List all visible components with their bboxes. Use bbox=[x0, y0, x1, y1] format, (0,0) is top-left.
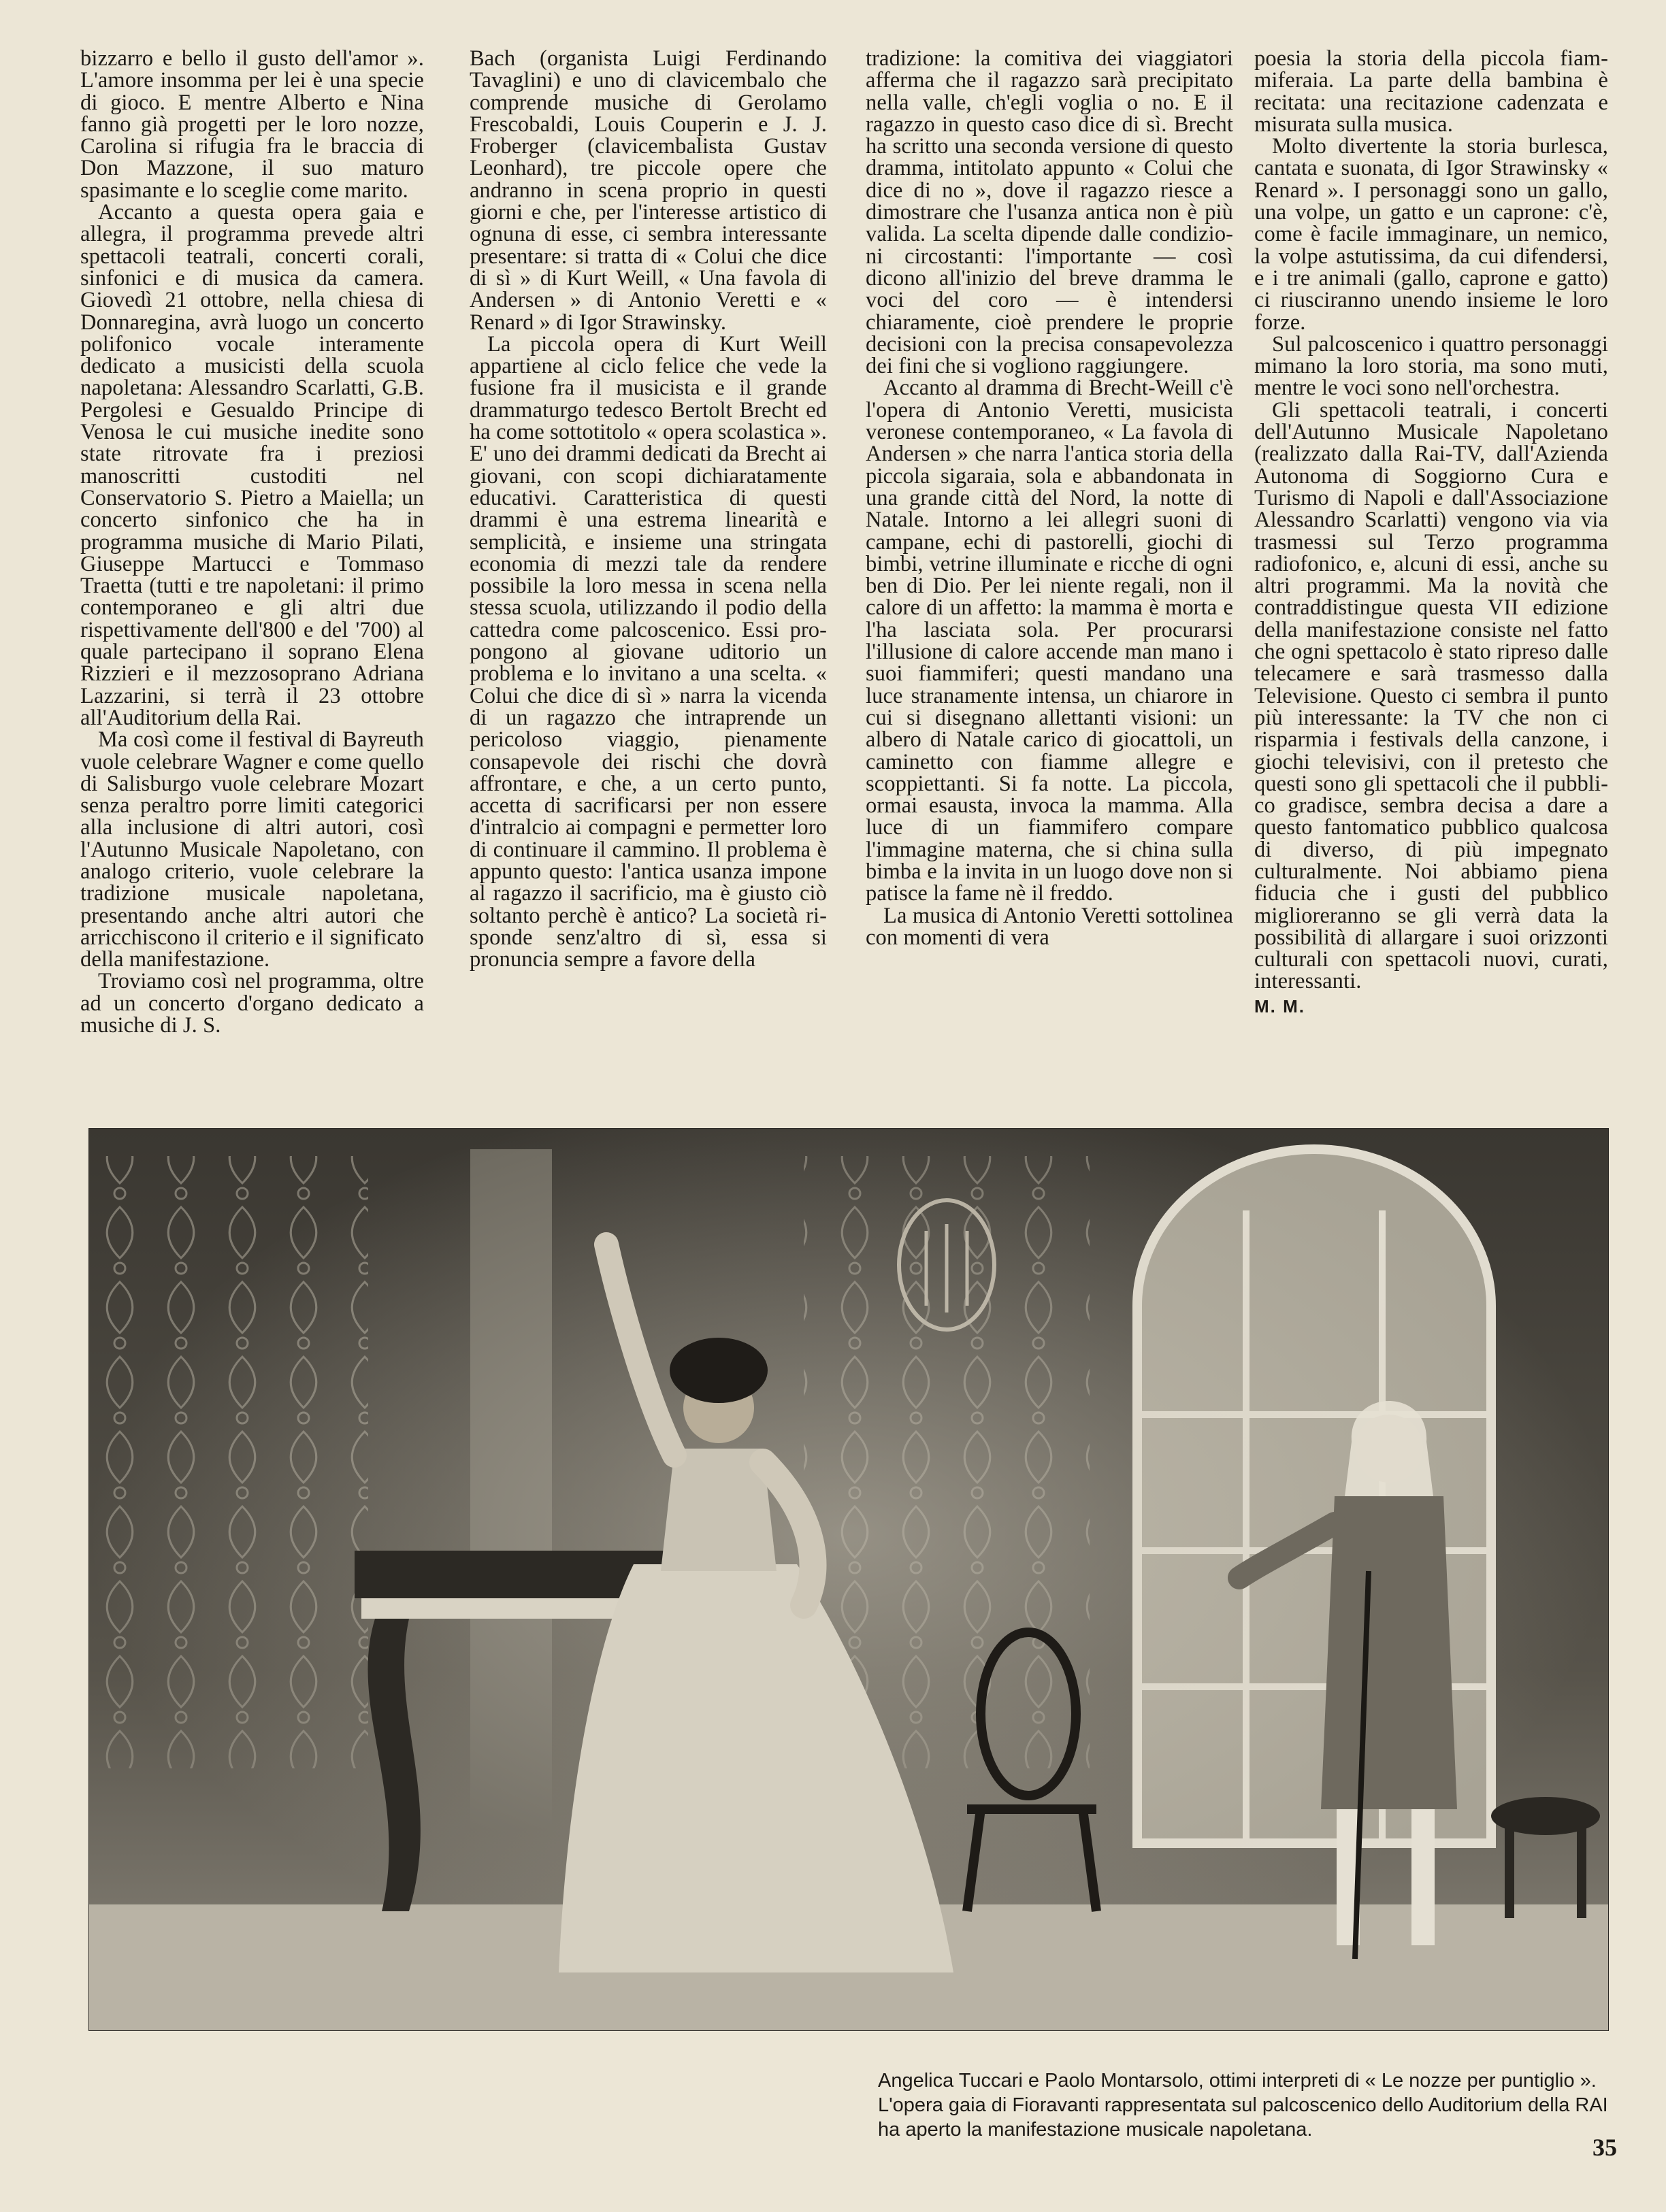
paragraph: poesia la storia della piccola fiammiferaia. La parte della bambina è recitata: una recitazione cadenzata e misurata sulla musica. bbox=[1254, 46, 1608, 137]
paragraph: Accanto al dramma di Brecht-Weill c'è l'opera di Antonio Veretti, musicista veronese contemporaneo, « La favola di Andersen » che narra l'antica storia della piccola sigaraia, sola e abbandonata in una grande città del Nord, la notte di Natale. Intorno a lei allegri suoni di campane, echi di pastorelli, giochi di bimbi, vetrine illuminate e ricche di ogni ben di Dio. Per lei niente regali, non il calore di un affetto: la mamma è morta e l'ha lasciata sola. Per procurarsi l'illusione di calore accende man mano i suoi fiammiferi; questi mandano una luce stranamente intensa, un chiarore in cui si disegnano allettanti visioni: un albero di Natale carico di giocattoli, un caminetto con fiamme allegre e scoppiettanti. Si fa notte. La piccola, ormai esausta, invoca la mamma. Alla luce di un fiammifero compare l'immagine materna, che si china sulla bimba e la invita in un luogo dove non si patisce la fame nè il freddo. bbox=[866, 376, 1233, 906]
paragraph: Ma così come il festival di Bayreuth vuole celebrare Wagner e come quello di Salisburgo vuole celebrare Mozart senza peraltro porre limiti categorici alla inclusione di altri autori, così l'Autunno Musicale Napoletano, con analogo criterio, vuole celebrare la tradizione musicale napoletana, presentando anche altri autori che arricchiscono il criterio e il significato della manifestazione. bbox=[80, 727, 424, 972]
article-column-4 bbox=[1254, 48, 1608, 1017]
author-signature: M. M. bbox=[1254, 995, 1305, 1017]
article-column-2 bbox=[470, 48, 827, 970]
paragraph: Molto divertente la storia burlesca, cantata e suonata, di Igor Strawinsky « Renard ». I personaggi sono un gallo, una volpe, un gatto e un caprone: c'è, come è facile immaginare, un nemico, la volpe astutissima, da cui difendersi, e i tre animali (gallo, caprone e gatto) ci riusciranno unendo insieme le loro forze. bbox=[1254, 134, 1608, 335]
paragraph: La musica di Antonio Veretti sottolinea con momenti di vera bbox=[866, 903, 1233, 950]
page-number: 35 bbox=[1592, 2134, 1617, 2161]
paragraph: La piccola opera di Kurt Weill appartiene al ciclo felice che vede la fusione fra il musicista e il grande drammaturgo tedesco Bertolt Brecht ed ha come sottotitolo « opera scolastica ». E' uno dei drammi dedicati da Brecht ai giovani, con scopi dichiaratamente educativi. Caratteristica di questi drammi è una estrema linearità e semplicità, e insieme una stringata economia di mezzi tale da rendere possibile la loro messa in scena nella stessa scuola, utilizzando il podio della cattedra come palcoscenico. Essi propongono al giovane uditorio un problema e lo invitano a una scelta. « Colui che dice di sì » narra la vicenda di un ragazzo che intraprende un pericoloso viaggio, pienamente consapevole dei rischi che dovrà affrontare, e che, a un certo punto, accetta di sacrificarsi per non essere d'intralcio ai compagni e permetter loro di continuare il cammino. Il problema è appunto questo: l'antica usanza impone al ragazzo il sacrificio, ma è giusto ciò soltanto perchè è antico? La società risponde senz'altro di sì, essa si pronuncia sempre a favore della bbox=[470, 331, 827, 972]
paragraph: Bach (organista Luigi Ferdinando Tavaglini) e uno di clavicembalo che comprende musiche di Gerolamo Frescobaldi, Louis Couperin e J. J. Froberger (clavicembalista Gustav Leonhard), tre piccole opere che andranno in scena proprio in questi giorni e che, per l'interesse artistico di ognuna di esse, ci sembra interessante presentare: si tratta di « Colui che dice di sì » di Kurt Weill, « Una favola di Andersen » di Antonio Veretti e « Renard » di Igor Strawinsky. bbox=[470, 46, 827, 335]
paragraph: Troviamo così nel programma, oltre ad un concerto d'organo dedicato a musiche di J. S. bbox=[80, 969, 424, 1038]
photo-caption: Angelica Tuccari e Paolo Montarsolo, ottimi interpreti di « Le nozze per puntiglio ». L'opera gaia di Fioravanti rappresentata sul palcoscenico dello Auditorium della RAI ha aperto la manifestazione musicale napoletana. bbox=[878, 2070, 1608, 2141]
article-column-3 bbox=[866, 48, 1233, 948]
opera-stage-scene-illustration bbox=[89, 1129, 1608, 2030]
paragraph: tradizione: la comitiva dei viaggiatori afferma che il ragazzo sarà precipitato nella valle, ch'egli voglia o no. E il ragazzo in questo caso dice di sì. Brecht ha scritto una seconda versione di questo dramma, intitolato appunto « Colui che dice di no », dove il ragazzo riesce a dimostrare che l'usanza antica non è più valida. La scelta dipende dalle condizioni circostanti: l'importante — così dicono all'inizio del breve dramma le voci del coro — è intendersi chiaramente, cioè prendere le proprie decisioni con la precisa consapevolezza dei fini che si vogliono raggiungere. bbox=[866, 46, 1233, 379]
paragraph: Gli spettacoli teatrali, i concerti dell'Autunno Musicale Napoletano (realizzato dalla Rai-TV, dall'Azienda Autonoma di Soggiorno Cura e Turismo di Napoli e dall'Associazione Alessandro Scarlatti) vengono via via trasmessi sul Terzo programma radiofonico, e, alcuni di essi, anche su altri programmi. Ma la novità che contraddistingue questa VII edizione della manifestazione consiste nel fatto che ogni spettacolo è stato ripreso dalle telecamere e sarà trasmesso dalla Televisione. Questo ci sembra il punto più interessante: la TV che non ci risparmia i festivals della canzone, i giochi televisivi, con il pretesto che questi sono gli spettacoli che il pubblico gradisce, sembra decisa a dare a questo fantomatico pubblico qualcosa di diverso, di più impegnato culturalmente. Noi abbiamo piena fiducia che i gusti del pubblico miglioreranno se gli verrà data la possibilità di allargare i suoi orizzonti culturali con spettacoli nuovi, curati, interessanti. bbox=[1254, 397, 1608, 994]
article-column-1 bbox=[80, 48, 424, 1036]
paragraph: Sul palcoscenico i quattro personaggi mimano la loro storia, ma sono muti, mentre le voci sono nell'orchestra. bbox=[1254, 331, 1608, 401]
paragraph: bizzarro e bello il gusto dell'amor ». L'amore insomma per lei è una specie di gioco. E mentre Alberto e Nina fanno già progetti per le loro nozze, Carolina si rifugia fra le braccia di Don Mazzone, il suo maturo spasimante e lo sceglie come marito. bbox=[80, 46, 424, 203]
paragraph: Accanto a questa opera gaia e allegra, il programma prevede altri spettacoli teatrali, concerti corali, sinfonici e di musica da camera. Giovedì 21 ottobre, nella chiesa di Donnaregina, avrà luogo un concerto polifonico vocale interamente dedicato a musicisti della scuola napoletana: Alessandro Scarlatti, G.B. Pergolesi e Gesualdo Principe di Venosa le cui musiche inedite sono state ritrovate fra i preziosi manoscritti custoditi nel Conservatorio S. Pietro a Maiella; un concerto sinfonico che ha in programma musiche di Mario Pilati, Giuseppe Martucci e Tommaso Traetta (tutti e tre napoletani: il primo contemporaneo e gli altri due rispettivamente dell'800 e del '700) al quale partecipano il soprano Elena Rizzieri e il mezzosoprano Adriana Lazzarini, si terrà il 23 ottobre all'Auditorium della Rai. bbox=[80, 200, 424, 730]
stage-photograph bbox=[88, 1128, 1609, 2031]
